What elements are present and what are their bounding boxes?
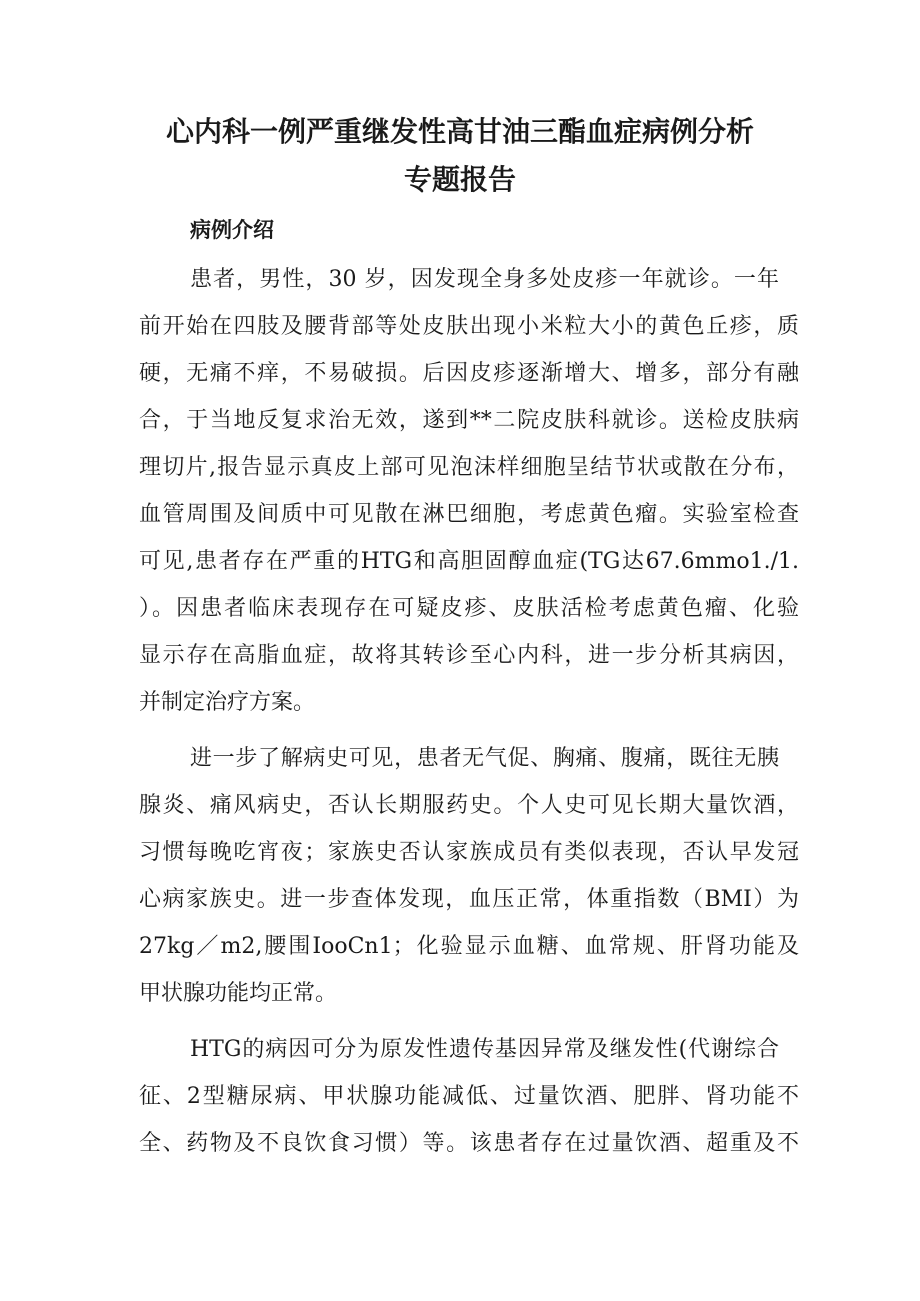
paragraph-line: 并制定治疗方案。 [139,690,316,715]
paragraph-line: 硬，无痛不痒，不易破损。后因皮疹逐渐增大、增多，部分有融 [139,361,799,386]
paragraph-line: 显示存在高脂血症，故将其转诊至心内科，进一步分析其病因， [139,643,799,668]
paragraph-line: 甲状腺功能均正常。 [139,981,338,1006]
paragraph-line: ）。因患者临床表现存在可疑皮疹、皮肤活检考虑黄色瘤、化验 [139,596,799,621]
paragraph-line: 习惯每晚吃宵夜；家族史否认家族成员有类似表现，否认早发冠 [139,840,799,865]
paragraph-line: 进一步了解病史可见，患者无气促、胸痛、腹痛，既往无胰 [190,746,779,771]
paragraph-line: 合，于当地反复求治无效，遂到**二院皮肤科就诊。送检皮肤病 [139,408,799,433]
paragraph-line: 征、2型糖尿病、甲状腺功能减低、过量饮酒、肥胖、肾功能不 [139,1084,799,1109]
paragraph-line: 血管周围及间质中可见散在淋巴细胞，考虑黄色瘤。实验室检查 [139,502,799,527]
paragraph-line: 可见,患者存在严重的HTG和高胆固醇血症(TG达67.6mmo1./1. [139,549,799,574]
paragraph-line: HTG的病因可分为原发性遗传基因异常及继发性(代谢综合 [190,1037,779,1062]
section-heading: 病例介绍 [190,218,274,242]
paragraph-line: 27kg／m2,腰围IooCn1；化验显示血糖、血常规、肝肾功能及 [139,934,799,959]
paragraph-line: 腺炎、痛风病史，否认长期服药史。个人史可见长期大量饮酒， [139,793,799,818]
paragraph-line: 前开始在四肢及腰背部等处皮肤出现小米粒大小的黄色丘疹，质 [139,314,799,339]
paragraph-line: 患者，男性，30 岁，因发现全身多处皮疹一年就诊。一年 [190,267,779,292]
document-title-line-2: 专题报告 [403,163,516,196]
paragraph-line: 理切片,报告显示真皮上部可见泡沫样细胞呈结节状或散在分布， [139,455,799,480]
paragraph-line: 全、药物及不良饮食习惯）等。该患者存在过量饮酒、超重及不 [139,1131,799,1156]
paragraph-line: 心病家族史。进一步查体发现，血压正常，体重指数（BMI）为 [139,887,799,912]
document-title-line-1: 心内科一例严重继发性高甘油三酯血症病例分析 [165,115,754,148]
